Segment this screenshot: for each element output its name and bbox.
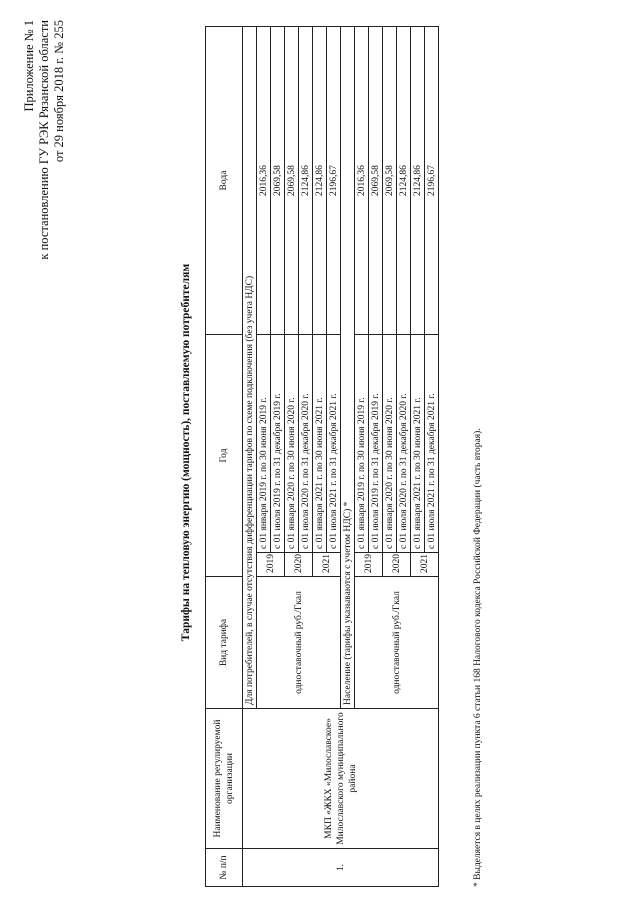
water-value: 2196,67 [327, 27, 341, 335]
period-cell: с 01 января 2019 г. по 30 июня 2019 г. [257, 335, 271, 553]
water-value: 2069,58 [271, 27, 285, 335]
resolution-reference: к постановлению ГУ РЭК Рязанской области [37, 20, 51, 260]
page-title: Тарифы на тепловую энергию (мощность), поставляемую потребителям [180, 263, 192, 642]
tariff-type: одноставочный руб./Гкал [257, 577, 341, 709]
document-header [22, 20, 67, 260]
water-value: 2124,86 [313, 27, 327, 335]
period-cell: с 01 января 2020 г. по 30 июня 2020 г. [383, 335, 397, 553]
year-cell: 2021 [313, 553, 341, 577]
period-cell: с 01 января 2021 г. по 30 июня 2021 г. [313, 335, 327, 553]
water-value: 2069,58 [285, 27, 299, 335]
section-label: Население (тарифы указываются с учетом НДС) * [341, 27, 355, 709]
water-value: 2069,58 [383, 27, 397, 335]
year-cell: 2019 [257, 553, 285, 577]
resolution-date: от 29 ноября 2018 г. № 255 [52, 20, 66, 163]
period-cell: с 01 июля 2020 г. по 31 декабря 2020 г. [299, 335, 313, 553]
period-cell: с 01 июля 2020 г. по 31 декабря 2020 г. [397, 335, 411, 553]
year-cell: 2020 [285, 553, 313, 577]
period-cell: с 01 июля 2021 г. по 31 декабря 2021 г. [425, 335, 439, 553]
water-value: 2196,67 [425, 27, 439, 335]
appendix-number: Приложение № 1 [22, 20, 36, 112]
tariff-table [205, 26, 439, 887]
period-cell: с 01 июля 2019 г. по 31 декабря 2019 г. [271, 335, 285, 553]
water-value: 2069,58 [369, 27, 383, 335]
column-header-number: № п/п [206, 849, 243, 887]
column-header-water: Вода [206, 27, 243, 335]
row-number: 1. [243, 849, 439, 887]
section-row [243, 27, 257, 887]
period-cell: с 01 января 2021 г. по 30 июня 2021 г. [411, 335, 425, 553]
footnote: * Выделяется в целях реализации пункта 6 статьи 168 Налогового кодекса Российской Федерации (часть вторая). [473, 428, 483, 887]
water-value: 2016,36 [355, 27, 369, 335]
column-header-organization: Наименование регулируемой организации [206, 709, 243, 849]
period-cell: с 01 июля 2019 г. по 31 декабря 2019 г. [369, 335, 383, 553]
year-cell: 2021 [411, 553, 439, 577]
period-cell: с 01 января 2020 г. по 30 июня 2020 г. [285, 335, 299, 553]
tariff-type: одноставочный руб./Гкал [355, 577, 439, 709]
column-header-year: Год [206, 335, 243, 577]
water-value: 2124,86 [411, 27, 425, 335]
water-value: 2124,86 [397, 27, 411, 335]
period-cell: с 01 июля 2021 г. по 31 декабря 2021 г. [327, 335, 341, 553]
section-label: Для потребителей, в случае отсутствия дифференциации тарифов по схеме подключения (без учета НДС) [243, 27, 257, 709]
water-value: 2016,36 [257, 27, 271, 335]
water-value: 2124,86 [299, 27, 313, 335]
period-cell: с 01 января 2019 г. по 30 июня 2019 г. [355, 335, 369, 553]
table-header-row [206, 27, 243, 887]
year-cell: 2020 [383, 553, 411, 577]
organization-name: МКП «ЖКХ «Милославское» Милославского муниципального района [243, 709, 439, 849]
year-cell: 2019 [355, 553, 383, 577]
column-header-tariff-type: Вид тарифа [206, 577, 243, 709]
